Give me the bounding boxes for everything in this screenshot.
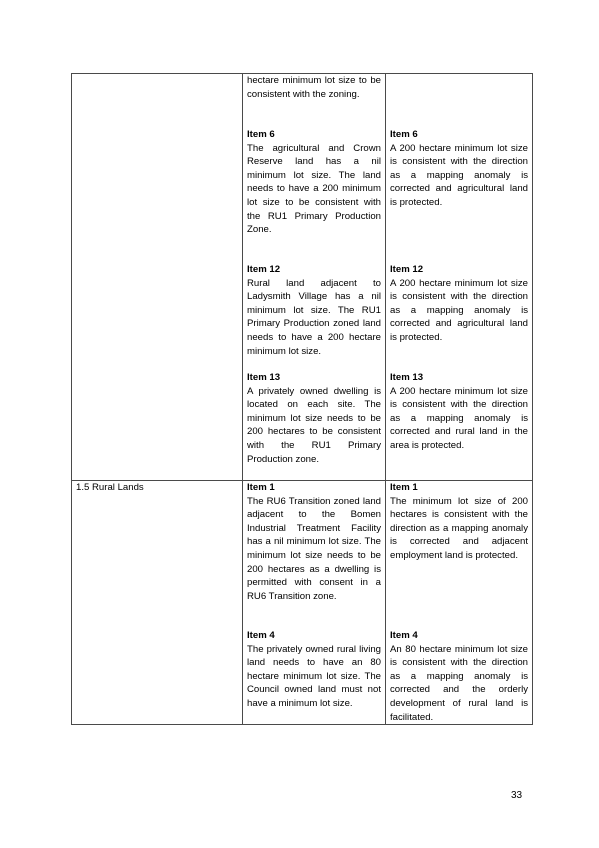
consistency-reason-cell [243, 481, 386, 725]
section-cell [72, 74, 243, 481]
item-block [390, 371, 528, 453]
item-body: A privately owned dwelling is located on each site. The minimum lot size needs to be 200 hectares to be consistent with the RU1 Primary Production zone. [247, 385, 381, 465]
section-label: 1.5 Rural Lands [76, 482, 144, 493]
item-title: Item 4 [390, 630, 418, 641]
item-body: The RU6 Transition zoned land adjacent to the Bomen Industrial Treatment Facility has a nil minimum lot size. The minimum lot size needs to be 200 hectares as a dwelling is permitted with consent in a RU6 Transition zone. [247, 495, 381, 602]
item-title: Item 12 [247, 264, 281, 275]
item-title: Item 13 [247, 372, 281, 383]
item-block [247, 481, 381, 603]
item-block [247, 263, 381, 358]
item-body: The agricultural and Crown Reserve land has a nil minimum lot size. The land needs to have a 200 minimum lot size to be consistent with the RU1 Primary Production Zone. [247, 142, 381, 236]
item-body: The privately owned rural living land needs to have an 80 hectare minimum lot size. The Council owned land must not have a minimum lot size. [247, 643, 381, 709]
item-block [390, 128, 528, 210]
item-body: hectare minimum lot size to be consistent with the zoning. [247, 75, 381, 100]
item-block [390, 263, 528, 345]
item-block [247, 371, 381, 466]
item-title: Item 6 [247, 129, 275, 140]
item-block [390, 629, 528, 724]
assessment-cell [386, 481, 533, 725]
assessment-cell [386, 74, 533, 481]
item-block [390, 481, 528, 563]
item-title: Item 4 [247, 630, 275, 641]
item-title: Item 1 [247, 482, 275, 493]
table-row [72, 74, 533, 481]
section-cell [72, 481, 243, 725]
item-body: Rural land adjacent to Ladysmith Village has a nil minimum lot size. The RU1 Primary Production zoned land needs to have a 200 hectare minimum lot size. [247, 277, 381, 357]
item-title: Item 6 [390, 129, 418, 140]
page-number: 33 [511, 790, 523, 801]
item-body: An 80 hectare minimum lot size is consistent with the direction as a mapping anomaly is corrected and the orderly development of rural land is facilitated. [390, 643, 528, 723]
item-title: Item 12 [390, 264, 424, 275]
table-row [72, 481, 533, 725]
item-block [247, 74, 381, 101]
item-body: A 200 hectare minimum lot size is consistent with the direction as a mapping anomaly is corrected and agricultural land is protected. [390, 277, 528, 343]
item-body: A 200 hectare minimum lot size is consistent with the direction as a mapping anomaly is corrected and agricultural land is protected. [390, 142, 528, 208]
item-body: The minimum lot size of 200 hectares is consistent with the direction as a mapping anomaly is corrected and adjacent employment land is protected. [390, 495, 528, 561]
item-block [247, 629, 381, 711]
assessment-table [71, 73, 533, 725]
item-block [247, 128, 381, 237]
item-body: A 200 hectare minimum lot size is consistent with the direction as a mapping anomaly is corrected and rural land in the area is protected. [390, 385, 528, 451]
item-title: Item 1 [390, 482, 418, 493]
item-title: Item 13 [390, 372, 424, 383]
consistency-reason-cell [243, 74, 386, 481]
